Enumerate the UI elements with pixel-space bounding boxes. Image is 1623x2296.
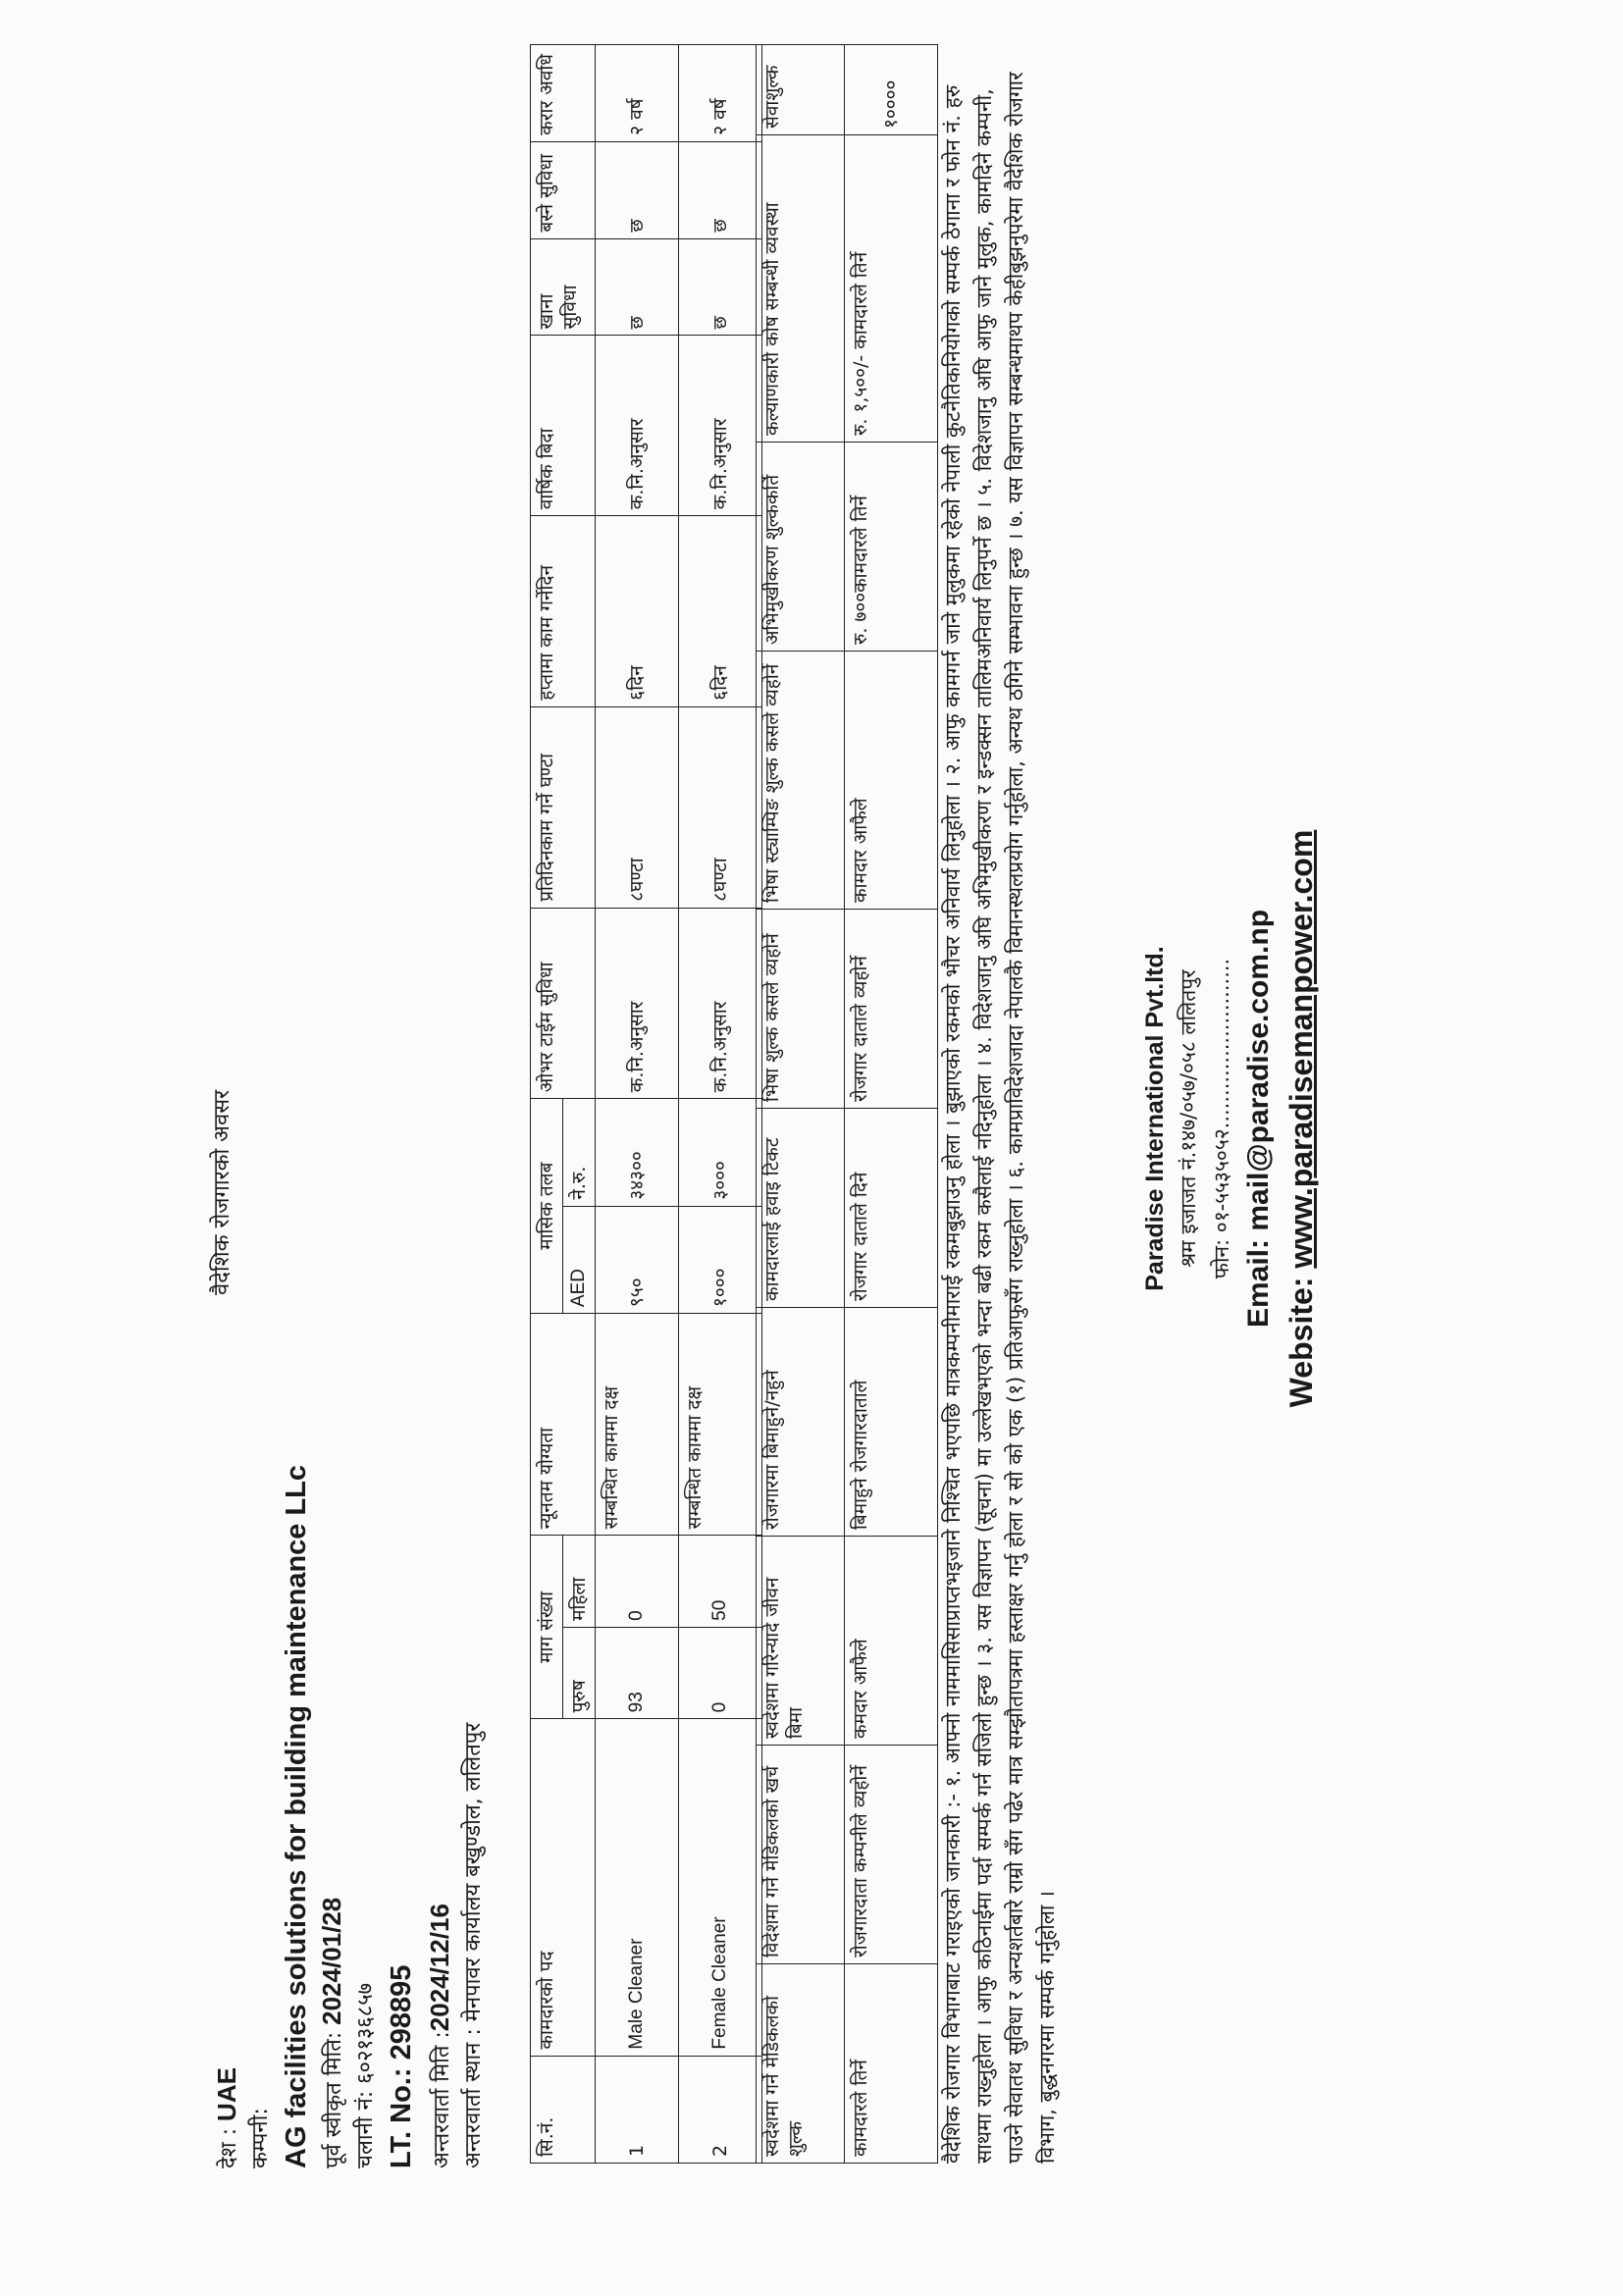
cell-sn: 1 xyxy=(596,2056,679,2163)
chalani-value: ६०२१३६८५७ xyxy=(353,1982,378,2084)
interview-date-line xyxy=(424,1285,458,2168)
cell-aed: १००० xyxy=(679,1206,762,1313)
chalani-label: चलानी नं: xyxy=(353,2083,378,2168)
fee-header-employment-insurance: रोजगारमा बिमाहुने/नहुने xyxy=(757,1308,845,1537)
header-days: हप्तामा काम गर्नेदिन xyxy=(531,516,596,706)
cell-female: 0 xyxy=(596,1536,679,1628)
cell-female: 50 xyxy=(679,1536,762,1628)
header-demand: माग संख्या xyxy=(531,1536,563,1719)
cell-food: छ xyxy=(596,238,679,336)
table-row xyxy=(596,45,679,2164)
cell-days: ६दिन xyxy=(596,516,679,706)
fee-value-orientation: रु. ७००कामदारले तिर्ने xyxy=(845,443,938,652)
approval-date: 2024/01/28 xyxy=(317,1897,346,2025)
agency-phone: फोन: ०१-५५३५०५२.......................... xyxy=(1210,958,1233,1279)
header-leave: वार्षिक बिदा xyxy=(531,336,596,516)
cell-leave: क.नि.अनुसार xyxy=(596,336,679,516)
fee-header-visa-stamping: भिषा स्ट्याम्पिङ शुल्क कसले व्यहोर्ने xyxy=(757,652,845,910)
header-npr: ने.रु. xyxy=(563,1099,596,1206)
cell-days: ६दिन xyxy=(679,516,762,706)
header-post: कामदारको पद xyxy=(531,1719,596,2056)
fee-header-orientation: अभिमुखीकरण शुल्ककर्ति xyxy=(757,443,845,652)
cell-post: Male Cleaner xyxy=(596,1719,679,2056)
chalani-line xyxy=(350,1285,382,2168)
fee-header-row xyxy=(757,45,845,2164)
company-name: AG facilities solutions for building maintenance LLc xyxy=(281,1464,312,2168)
country-label: देश : xyxy=(217,2120,241,2168)
fee-value-employment-insurance: बिमाहुने रोजगारदाताले xyxy=(845,1308,938,1537)
header-currency: AED xyxy=(563,1206,596,1313)
company-block xyxy=(1138,432,1323,1805)
cell-accommodation: छ xyxy=(679,141,762,238)
fee-value-row xyxy=(845,45,938,2164)
cell-sn: 2 xyxy=(679,2056,762,2163)
agency-email: Email: mail@paradise.com.np xyxy=(1242,909,1275,1329)
cell-post: Female Cleaner xyxy=(679,1719,762,2056)
interview-date: 2024/12/16 xyxy=(425,1904,454,2032)
cell-qualification: सम्बन्धित काममा दक्ष xyxy=(679,1314,762,1536)
website-label: Website: xyxy=(1283,1268,1319,1408)
header-salary: मासिक तलब xyxy=(531,1099,563,1314)
cell-qualification: सम्बन्धित काममा दक्ष xyxy=(596,1314,679,1536)
fee-header-home-medical: स्वदेशमा गर्ने मेडिकलको शुल्क xyxy=(757,1964,845,2164)
fee-header-service-fee: सेवाशुल्क xyxy=(757,45,845,135)
table-row xyxy=(679,45,762,2164)
page-heading: वैदेशिक रोजगारको अवसर xyxy=(210,1089,235,1295)
cell-aed: ९५० xyxy=(596,1206,679,1313)
agency-license: श्रम इजाजत नं.१४७/०५७/०५८ ललितपुर xyxy=(1177,969,1200,1268)
fee-table xyxy=(756,44,938,2164)
approval-label: पूर्व स्वीकृत मिति: xyxy=(322,2024,346,2168)
fee-value-air-ticket: रोजगार दाताले दिने xyxy=(845,1109,938,1308)
header-food: खाना सुविधा xyxy=(531,238,596,336)
department-notes: वैदेशिक रोजगार विभागबाट गराइएको जानकारी :- १. आफ्नो नाममासिसाप्राप्तभइजाने निश्चित भएपछि मात्रकम्पनीमाराई रकमबुझाउनु होला । बुझाएको रकमको भौचर अनिवार्य लिनुहोला । २. आफु कामगर्न जाने मुलुकमा रहेको नेपाली कुटनैतिकनियोगको सम्पर्क ठेगाना र फोन नं. हरु साथमा राख्नुहोला । आफु कठिनाईमा पर्दा सम्पर्क गर्न सजिलो हुन्छ । ३. यस विज्ञापन (सूचना) मा उल्लेखभएको भन्दा बढी रकम कसैलाई नदिनुहोला । ४. विदेशजानु अघि अभिमुखीकरण र इन्डक्सन तालिमअनिवार्य लिनुपर्ने छ । ५. विदेशजानु अघि आफु जाने मुलुक, कामदिने कम्पनी, पाउने सेवातथ सुविधा र अन्यशर्तबारे राम्रो सँग पढेर मात्र सम्झौतापत्रमा हस्ताक्षर गर्नु होला र सो को एक (१) प्रतिआफुसँग राख्नुहोला । ६. कामप्राविदेशजादा नेपालकै विमानस्थलप्रयोग गर्नुहोला, अन्यथ ठगिने सम्भावना हुन्छ । ७. यस विज्ञापन सम्बन्धमाथप केहीबुझनुपरेमा वैदेशिक रोजगार विभाग, बुद्धनगरमा सम्पर्क गर्नुहोला । xyxy=(941,72,1059,2164)
lt-value: 298895 xyxy=(386,1964,417,2061)
fee-value-service-fee: १०००० xyxy=(845,45,938,135)
fee-value-life-insurance: कमदार आफैले xyxy=(845,1537,938,1746)
cell-contract: २ वर्ष xyxy=(596,45,679,142)
job-table xyxy=(530,44,762,2164)
cell-leave: क.नि.अनुसार xyxy=(679,336,762,516)
cell-food: छ xyxy=(679,238,762,336)
fee-header-welfare-fund: कल्याणकारी कोष सम्बन्धी व्यवस्था xyxy=(757,135,845,443)
fee-header-visa-fee: भिषा शुल्क कसले व्यहोर्ने xyxy=(757,910,845,1109)
header-qualification: न्यूनतम योग्यता xyxy=(531,1314,596,1536)
fee-value-welfare-fund: रु. १,५००/- कामदारले तिर्ने xyxy=(845,135,938,443)
agency-name: Paradise International Pvt.ltd. xyxy=(1141,946,1169,1291)
cell-male: 0 xyxy=(679,1627,762,1719)
country-line xyxy=(211,1285,245,2168)
cell-hours: ८घण्टा xyxy=(679,706,762,908)
header-overtime: ओभर टाईम सुविधा xyxy=(531,908,596,1098)
cell-male: 93 xyxy=(596,1627,679,1719)
header-contract: करार अवधि xyxy=(531,45,596,142)
interview-place-label: अन्तरवार्ता स्थान : xyxy=(461,2021,486,2168)
header-block xyxy=(211,1285,490,2168)
cell-overtime: क.नि.अनुसार xyxy=(679,908,762,1098)
header-male: पुरुष xyxy=(563,1627,596,1719)
cell-overtime: क.नि.अनुसार xyxy=(596,908,679,1098)
fee-value-home-medical: कामदारले तिर्ने xyxy=(845,1964,938,2164)
lt-line xyxy=(382,1285,424,2168)
header-accommodation: बस्ने सुविधा xyxy=(531,141,596,238)
fee-value-visa-fee: रोजगार दाताले व्यहोर्ने xyxy=(845,910,938,1109)
fee-header-foreign-medical: विदेशमा गर्ने मेडिकलको खर्च xyxy=(757,1746,845,1964)
fee-header-air-ticket: कामदारलाई हवाइ टिकट xyxy=(757,1109,845,1308)
cell-hours: ८घण्टा xyxy=(596,706,679,908)
interview-place-line xyxy=(458,1285,490,2168)
cell-npr: ३००० xyxy=(679,1099,762,1206)
country-value: UAE xyxy=(212,2067,241,2121)
approval-line xyxy=(316,1285,350,2168)
interview-date-label: अन्तरवार्ता मिति : xyxy=(430,2031,454,2168)
fee-value-foreign-medical: रोजगारदाता कम्पनीले व्यहोर्ने xyxy=(845,1746,938,1964)
cell-contract: २ वर्ष xyxy=(679,45,762,142)
cell-npr: ३४३०० xyxy=(596,1099,679,1206)
agency-website-line xyxy=(1280,432,1323,1805)
table-header-row xyxy=(531,45,563,2164)
cell-accommodation: छ xyxy=(596,141,679,238)
lt-label: LT. No.: xyxy=(386,2060,417,2168)
interview-place: मेनपावर कार्यालय बखुण्डोल, ललितपुर xyxy=(461,1722,486,2022)
website-link[interactable]: www.paradisemanpower.com xyxy=(1283,829,1319,1269)
fee-value-visa-stamping: कामदार आफैले xyxy=(845,652,938,910)
company-label: कम्पनी: xyxy=(248,2108,273,2168)
header-sn: सि.नं. xyxy=(531,2056,596,2163)
header-female: महिला xyxy=(563,1536,596,1628)
fee-header-life-insurance: स्वदेशमा गरिन्यादे जीवन बिमा xyxy=(757,1537,845,1746)
header-hours: प्रतिदिनकाम गर्ने घण्टा xyxy=(531,706,596,908)
